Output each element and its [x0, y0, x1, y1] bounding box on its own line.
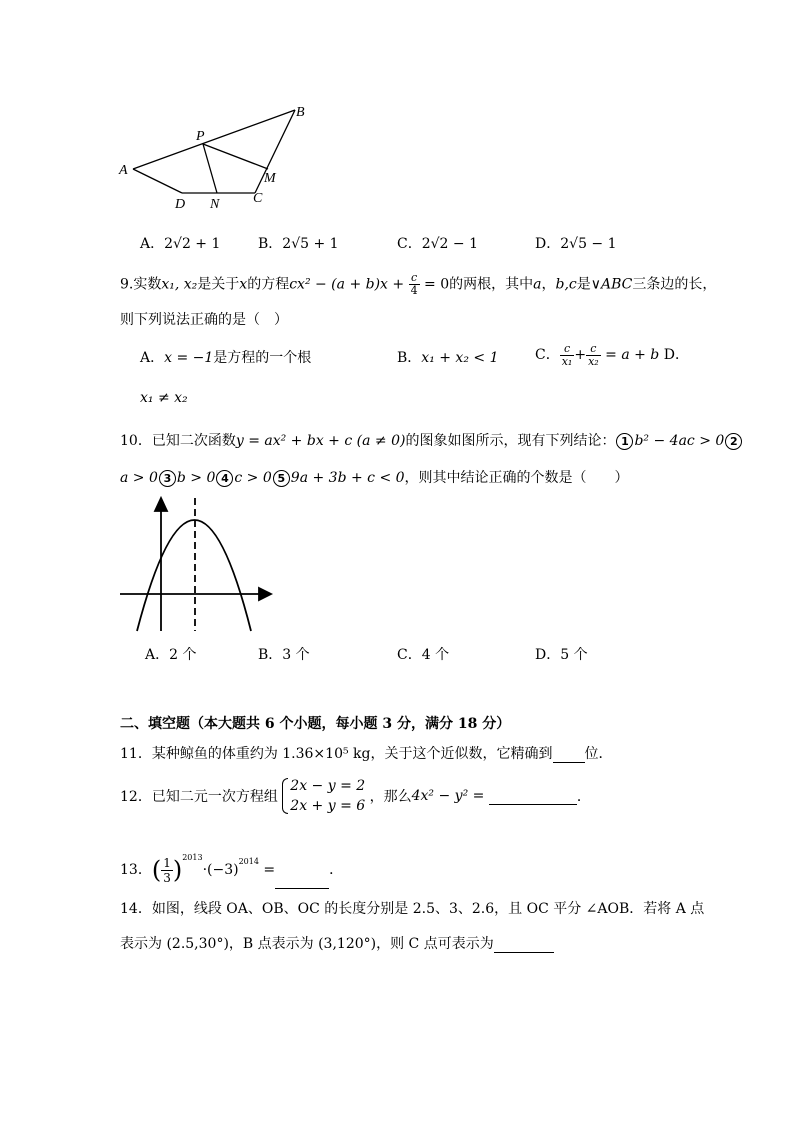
q13-exponent-2: 2014	[238, 857, 259, 866]
q10-conclusion-3: b > 0	[176, 470, 216, 486]
q10-option-d-letter: D．	[535, 647, 561, 663]
q9-option-c: C． $\frac{c}{\text{x₁}}$ + $\frac{c}{\text{x₂}}$ = a + b D．	[535, 341, 689, 368]
q10-text: ．已知二次函数	[137, 433, 236, 449]
q10-option-d	[535, 644, 588, 664]
q9-option-b	[397, 347, 498, 367]
q12-tail: ．	[576, 789, 591, 805]
q8-option-b-text: 2√5 + 1	[282, 236, 339, 252]
q8-option-d-letter: D．	[535, 236, 561, 252]
q8-option-d-text: 2√5 − 1	[560, 236, 617, 252]
q14-blank[interactable]	[494, 936, 554, 953]
q13-right-paren: )	[172, 856, 183, 884]
q13-blank[interactable]	[275, 852, 329, 889]
q10-option-a	[145, 644, 196, 664]
q10-option-a-letter: A．	[145, 647, 170, 663]
q14-line2-text: 表示为 (2.5,30°)，B 点表示为 (3,120°)，则 C 点可表示为	[120, 936, 494, 952]
label-M: M	[264, 171, 276, 186]
q10-option-b	[258, 644, 310, 664]
q10-conclusion-1-marker: 1	[616, 433, 633, 450]
q9-var-a: a	[533, 276, 542, 293]
q8-option-a-letter: A．	[140, 236, 165, 252]
q10-conclusion-5: 9a + 3b + c < 0	[290, 470, 405, 486]
q10-conclusion-1: b² − 4ac > 0	[634, 433, 725, 449]
q10-conclusion-5-marker: 5	[273, 470, 290, 487]
q13-mid: ·(−3)	[202, 862, 239, 878]
q10-text: 的图象如图所示，现有下列结论：	[405, 433, 616, 449]
q10-stem-line1	[120, 430, 743, 450]
q8-option-d	[535, 233, 617, 253]
q12	[120, 776, 591, 816]
q10-option-c-letter: C．	[397, 647, 422, 663]
q9-number: 9	[120, 276, 129, 293]
q8-option-c-letter: C．	[397, 236, 422, 252]
q13-left-paren: (	[151, 856, 162, 884]
q9-option-a-letter: A．	[140, 350, 165, 366]
q9-option-d-letter: D．	[663, 347, 689, 363]
q13-prefix: 13．	[120, 862, 152, 878]
q14-line1: 14．如图，线段 OA、OB、OC 的长度分别是 2.5、3、2.6，且 OC 平分 ∠AOB．若将 A 点	[120, 901, 705, 917]
q12-equation-system	[282, 776, 365, 816]
q9-stem-line2: 则下列说法正确的是（ ）	[120, 312, 288, 328]
q9-text: 的两根，其中	[449, 276, 534, 293]
q9-equation: cx² − (a + b)x +	[289, 276, 409, 293]
q9-var-bc: b,c	[555, 276, 577, 293]
q9-text: 是	[576, 276, 591, 293]
q10-conclusion-2: a > 0	[120, 470, 158, 486]
q9-option-a-text: 是方程的一个根	[213, 350, 312, 366]
label-P: P	[196, 129, 205, 144]
q10-option-c-text: 4 个	[421, 647, 450, 663]
q11-tail: 位．	[584, 746, 613, 762]
q13-exponent-1: 2013	[182, 853, 203, 862]
q9-equation-tail: = 0	[419, 276, 450, 293]
q10-number: 10	[120, 433, 138, 449]
q12-expression: 4x² − y² =	[411, 788, 485, 804]
q8-option-c	[397, 233, 478, 253]
q11-blank[interactable]	[553, 746, 585, 763]
q11-text: 11．某种鲸鱼的体重约为 1.36×10⁵ kg，关于这个近似数，它精确到	[120, 746, 553, 762]
q9-option-b-math: x₁ + x₂ < 1	[421, 350, 499, 366]
q9-option-c-letter: C．	[535, 347, 560, 363]
q9-text: ，	[541, 276, 556, 293]
label-N: N	[210, 197, 220, 212]
q12-eq2: 2x + y = 6	[290, 798, 366, 814]
q9-option-c-tail: = a + b	[600, 347, 660, 363]
label-D: D	[175, 197, 186, 212]
q10-stem-line2	[120, 467, 629, 487]
q12-blank[interactable]	[489, 788, 577, 805]
q10-conclusion-4-marker: 4	[216, 470, 233, 487]
q9-option-b-letter: B．	[397, 350, 422, 366]
q9-text: 是关于	[197, 276, 240, 293]
q9-option-c-frac1: $\frac{c}{\text{x₁}}$	[561, 341, 573, 368]
q10-option-b-letter: B．	[258, 647, 283, 663]
q10-option-d-text: 5 个	[560, 647, 588, 663]
parabola-curve	[137, 520, 251, 631]
q9-triangle: ∨ABC	[590, 276, 633, 293]
q13-fraction	[161, 856, 173, 885]
q9-fraction: $\frac{c}{4}$	[410, 271, 418, 297]
q9-option-d-math: x₁ ≠ x₂	[140, 390, 188, 406]
q10-conclusion-2-marker: 2	[725, 433, 742, 450]
q9-option-c-frac2: $\frac{c}{\text{x₂}}$	[588, 341, 599, 368]
q10-function: y = ax² + bx + c (a ≠ 0)	[235, 433, 406, 449]
segment-PM	[203, 144, 268, 169]
q9-var-x: x	[239, 276, 248, 293]
q10-option-c	[397, 644, 449, 664]
y-axis-arrow	[155, 498, 167, 511]
q11	[120, 743, 613, 763]
q9-option-a-math: x = −1	[164, 350, 214, 366]
q14-line2	[120, 933, 554, 953]
q8-option-a	[140, 233, 220, 253]
q8-option-b	[258, 233, 339, 253]
q12-prefix: 12．已知二元一次方程组	[120, 789, 278, 805]
label-B: B	[296, 105, 305, 120]
x-axis-arrow	[259, 588, 271, 600]
q10-conclusion-4: c > 0	[234, 470, 272, 486]
q13-denominator: 3	[163, 870, 171, 885]
q10-text: ，则其中结论正确的个数是（ ）	[404, 470, 629, 486]
segment-PN	[203, 144, 217, 193]
q8-option-b-letter: B．	[258, 236, 283, 252]
geometry-figure	[110, 100, 320, 212]
q12-mid: ，那么	[369, 789, 412, 805]
section-heading: 二、填空题（本大题共 6 个小题，每小题 3 分，满分 18 分）	[120, 716, 511, 732]
q9-text: 的方程	[247, 276, 290, 293]
q10-conclusion-3-marker: 3	[159, 470, 176, 487]
q13-tail: ．	[329, 862, 344, 878]
q12-eq1: 2x − y = 2	[290, 778, 366, 794]
q9-roots: x₁, x₂	[161, 276, 198, 293]
segment-AD	[133, 169, 182, 193]
label-C: C	[253, 191, 263, 206]
q13	[120, 840, 343, 889]
parabola-figure	[115, 493, 275, 633]
q8-option-c-text: 2√2 − 1	[421, 236, 478, 252]
label-A: A	[119, 163, 128, 178]
q13-equals: =	[258, 862, 276, 878]
q10-option-b-text: 3 个	[282, 647, 310, 663]
q13-numerator: 1	[163, 855, 171, 870]
q8-option-a-text: 2√2 + 1	[164, 236, 221, 252]
q9-text: .实数	[128, 276, 162, 293]
q10-option-a-text: 2 个	[169, 647, 197, 663]
q9-option-a	[140, 347, 311, 367]
q9-stem-line1	[120, 272, 716, 297]
q9-text: 三条边的长，	[632, 276, 717, 293]
